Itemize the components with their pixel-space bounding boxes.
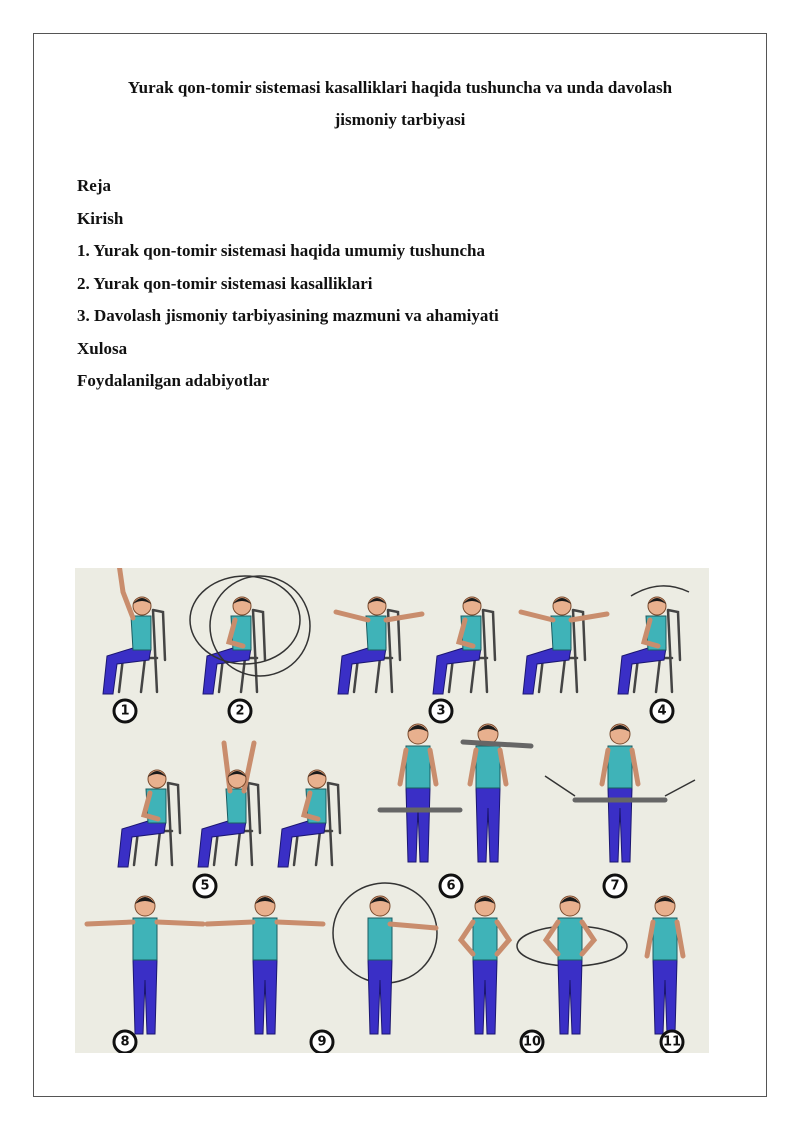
exercise-number-label: 9 <box>317 1034 327 1050</box>
figure-ex5b <box>198 743 260 867</box>
title-line-2: jismoniy tarbiyasi <box>334 110 466 129</box>
plan-heading: Reja <box>77 176 111 195</box>
exercise-number-badge <box>311 1031 333 1053</box>
figure-ex7 <box>602 724 638 862</box>
exercise-number-badge <box>430 700 452 722</box>
exercise-number-label: 11 <box>662 1034 682 1050</box>
exercise-number-badge <box>651 700 673 722</box>
exercise-svg <box>75 568 709 1053</box>
figure-ex11 <box>647 896 683 1034</box>
plan-item-references: Foydalanilgan adabiyotlar <box>77 371 270 390</box>
gym-stick <box>463 742 531 746</box>
exercise-number-label: 8 <box>120 1034 130 1050</box>
figure-ex3c <box>521 597 607 694</box>
motion-arc <box>210 576 310 676</box>
exercise-number-badge <box>521 1031 543 1053</box>
exercise-number-badge <box>114 700 136 722</box>
title-line-1: Yurak qon-tomir sistemasi kasalliklari haqida tushuncha va unda davolash <box>127 78 673 97</box>
figure-ex1 <box>103 568 165 694</box>
figure-ex8 <box>87 896 203 1034</box>
figure-ex3a <box>336 597 422 694</box>
figure-ex9a <box>207 896 323 1034</box>
exercise-number-label: 5 <box>200 878 210 894</box>
exercise-illustration <box>75 568 709 1053</box>
exercise-number-label: 2 <box>235 703 245 719</box>
plan-item-1: 1. Yurak qon-tomir sistemasi haqida umumiy tushuncha <box>77 241 485 260</box>
plan-item-conclusion: Xulosa <box>77 338 128 358</box>
exercise-number-label: 7 <box>610 878 620 894</box>
figures-layer <box>87 568 695 1034</box>
numbers-layer <box>114 700 683 1053</box>
figure-ex6a <box>400 724 436 862</box>
figure-ex3b <box>433 597 495 694</box>
exercise-number-label: 1 <box>120 703 130 719</box>
plan-item-2: 2. Yurak qon-tomir sistemasi kasalliklari <box>77 273 373 293</box>
exercise-number-badge <box>114 1031 136 1053</box>
exercise-number-badge <box>604 875 626 897</box>
exercise-number-label: 3 <box>436 703 446 719</box>
exercise-number-badge <box>661 1031 683 1053</box>
document-title <box>80 72 720 136</box>
exercise-number-badge <box>194 875 216 897</box>
figure-ex5c <box>278 770 340 867</box>
exercise-number-badge <box>229 700 251 722</box>
plan-list <box>77 170 499 398</box>
exercise-number-badge <box>440 875 462 897</box>
plan-item-3: 3. Davolash jismoniy tarbiyasining mazmuni va ahamiyati <box>77 306 499 325</box>
exercise-number-label: 6 <box>446 878 456 894</box>
motion-arc <box>631 586 689 596</box>
figure-ex4 <box>618 597 680 694</box>
exercise-number-label: 4 <box>657 703 667 719</box>
exercise-number-label: 10 <box>522 1034 542 1050</box>
figure-ex10a <box>461 896 509 1034</box>
figure-ex5a <box>118 770 180 867</box>
plan-item-intro: Kirish <box>77 208 124 228</box>
